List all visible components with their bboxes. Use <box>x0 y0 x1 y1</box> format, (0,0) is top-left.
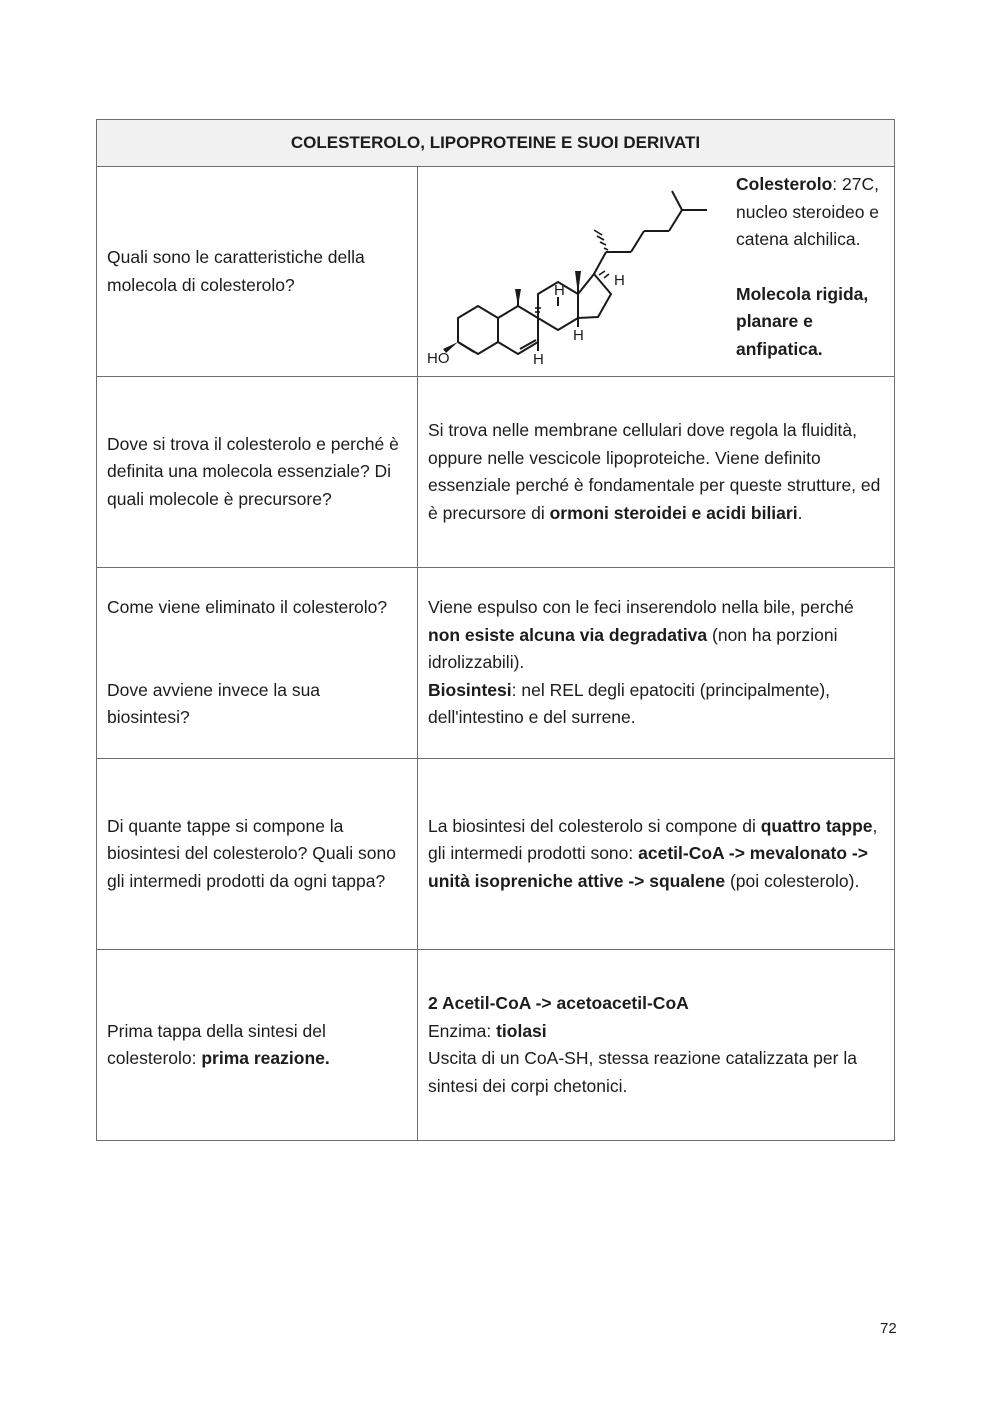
ho-label: HO <box>427 350 450 367</box>
question-text: Dove avviene invece la sua biosintesi? <box>107 679 321 728</box>
answer-bold-text: non esiste alcuna via degradativa <box>428 624 708 645</box>
enzyme-name: tiolasi <box>496 1020 547 1041</box>
answer-bold-text: quattro tappe <box>760 815 873 836</box>
enzyme-label: Enzima: <box>428 1020 497 1041</box>
answer-bold-text: ormoni steroidei e acidi biliari <box>549 502 798 523</box>
question-text: Di quante tappe si compone la biosintesi del colesterolo? Quali sono gli intermedi prodotti da ogni tappa? <box>107 815 396 891</box>
question-bold-text: prima reazione. <box>201 1048 330 1068</box>
question-cell <box>97 568 418 759</box>
cholesterol-description <box>736 171 896 363</box>
answer-text: Viene espulso con le feci inserendolo nella bile, perché <box>428 597 854 618</box>
question-cell <box>97 950 418 1141</box>
answer-text: : 27C, nucleo steroideo e catena alchilica. <box>736 174 880 249</box>
hydrogen-label: H <box>614 272 625 289</box>
page-number: 72 <box>880 1320 897 1337</box>
answer-text: Si trova nelle membrane cellulari dove regola la fluidità, oppure nelle vescicole lipoproteiche. Viene definito essenziale perché è fondamentale per queste strutture, ed è precursore di <box>428 420 881 523</box>
content-table <box>96 119 895 1141</box>
answer-cell <box>418 759 895 950</box>
answer-cell <box>418 568 895 759</box>
question-cell <box>97 167 418 377</box>
answer-text: La biosintesi del colesterolo si compone di <box>428 815 761 836</box>
answer-text: Uscita di un CoA-SH, stessa reazione catalizzata per la sintesi dei corpi chetonici. <box>428 1048 857 1096</box>
table-row <box>97 167 895 377</box>
answer-text: : nel REL degli epatociti (principalmente), dell'intestino e del surrene. <box>428 679 831 728</box>
answer-text: . <box>797 502 803 523</box>
table-row <box>97 759 895 950</box>
hydrogen-label: H <box>533 351 544 368</box>
answer-text: (non ha porzioni idrolizzabili). <box>428 624 838 673</box>
cholesterol-structure-diagram <box>426 179 726 369</box>
answer-bold-text: Biosintesi <box>428 679 512 700</box>
question-cell <box>97 759 418 950</box>
hydrogen-label: H <box>573 327 584 344</box>
question-text: Quali sono le caratteristiche della molecola di colesterolo? <box>107 247 365 295</box>
question-text: Prima tappa della sintesi del colesterolo: <box>107 1020 326 1068</box>
answer-cell <box>418 377 895 568</box>
answer-term: Colesterolo <box>736 174 833 194</box>
table-title: COLESTEROLO, LIPOPROTEINE E SUOI DERIVATI <box>97 120 895 167</box>
question-cell <box>97 377 418 568</box>
answer-bold-text: Molecola rigida, planare e anfipatica. <box>736 283 869 359</box>
table-row <box>97 377 895 568</box>
answer-cell <box>418 167 895 377</box>
answer-bold-text: acetil-CoA -> mevalonato -> unità isopreniche attive -> squalene <box>428 843 868 891</box>
reaction-equation: 2 Acetil-CoA -> acetoacetil-CoA <box>428 993 689 1013</box>
hydrogen-label: H <box>554 282 565 299</box>
question-text: Come viene eliminato il colesterolo? <box>107 597 388 618</box>
answer-text: , gli intermedi prodotti sono: <box>428 815 878 864</box>
answer-cell <box>418 950 895 1141</box>
table-row <box>97 568 895 759</box>
answer-text: (poi colesterolo). <box>725 870 860 891</box>
question-text: Dove si trova il colesterolo e perché è definita una molecola essenziale? Di quali molecole è precursore? <box>107 433 399 509</box>
table-row <box>97 950 895 1141</box>
